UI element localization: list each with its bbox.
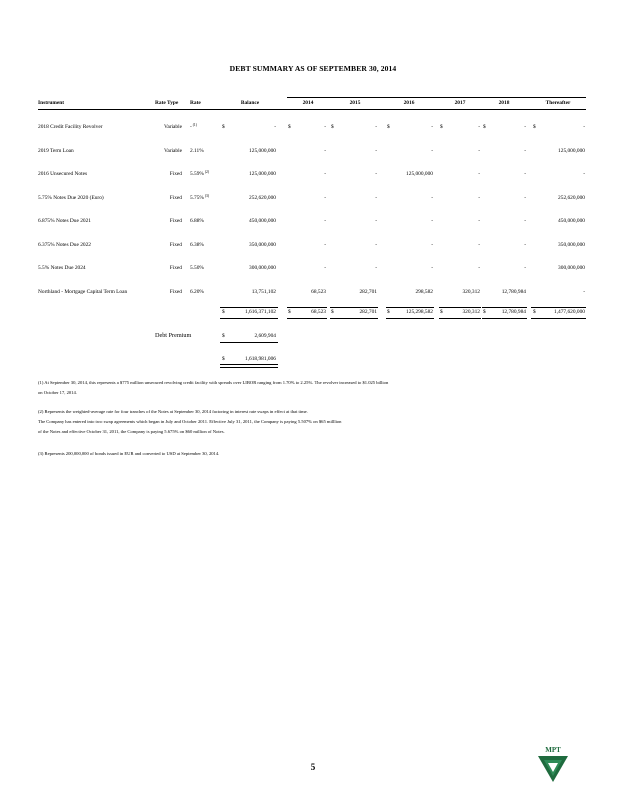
- cell-balance: 350,000,000: [249, 241, 276, 248]
- cell-instrument: 2018 Credit Facility Revolver: [38, 124, 103, 130]
- currency-sign: $: [222, 333, 225, 339]
- rate-value: 5.75%: [190, 194, 204, 201]
- rule: [482, 318, 527, 319]
- rule: [220, 342, 278, 343]
- header-balance: Balance: [240, 100, 260, 106]
- currency-sign: $: [483, 309, 486, 315]
- total-2015: 282,701: [359, 309, 377, 315]
- cell-y2014: -: [324, 147, 326, 154]
- cell-y2015: -: [375, 241, 377, 248]
- total-2018: 12,780,984: [501, 309, 526, 315]
- cell-rate: 2.11%: [190, 147, 204, 154]
- currency-sign: $: [222, 309, 225, 315]
- double-rule: [220, 364, 278, 368]
- rule: [531, 307, 586, 308]
- premium-label: Debt Premium: [155, 332, 192, 339]
- currency-sign: $: [440, 309, 443, 315]
- currency-sign: $: [288, 309, 291, 315]
- cell-y2014: -: [324, 218, 326, 224]
- header-2015: 2015: [349, 100, 361, 106]
- cell-y2016: -: [431, 218, 433, 224]
- cell-y2018: -: [524, 218, 526, 224]
- currency-sign: $: [387, 124, 390, 130]
- cell-balance: 125,000,000: [249, 147, 276, 154]
- cell-y2017: 320,312: [462, 288, 480, 295]
- header-rate: Rate: [190, 100, 201, 106]
- cell-thereafter: 450,000,000: [558, 218, 585, 224]
- cell-y2016: 125,000,000: [406, 171, 433, 177]
- cell-y2016: -: [431, 147, 433, 154]
- cell-thereafter: -: [583, 124, 585, 130]
- cell-balance: 450,000,000: [249, 218, 276, 224]
- rate-value: 5.59%: [190, 171, 204, 177]
- header-thereafter: Thereafter: [545, 100, 571, 106]
- rule: [386, 307, 434, 308]
- cell-rate-type: Fixed: [169, 265, 182, 271]
- cell-y2016: -: [431, 265, 433, 271]
- footnote-1-line-2: on October 17, 2014.: [38, 390, 77, 395]
- header-2017: 2017: [454, 100, 466, 106]
- cell-y2017: -: [478, 147, 480, 154]
- cell-y2017: -: [478, 124, 480, 130]
- header-rule: [38, 109, 586, 110]
- footnote-3-line-1: (3) Represents 200,000,000 of bonds issued in EUR and converted to USD at September 30, 2014.: [38, 451, 220, 456]
- total-2016: 125,298,582: [406, 309, 433, 315]
- cell-y2018: -: [524, 194, 526, 201]
- cell-thereafter: -: [583, 288, 585, 295]
- total-balance: 1,616,371,102: [245, 309, 276, 315]
- footnote-1-line-1: (1) At September 30, 2014, this represents a $775 million unsecured revolving credit facility with spreads over LIBOR ranging from 1.70% to 2.25%. The revolver increased to $1.025 billion: [38, 380, 389, 385]
- rule: [287, 318, 327, 319]
- company-logo: [534, 744, 572, 784]
- cell-y2018: -: [524, 241, 526, 248]
- header-2018: 2018: [498, 100, 510, 106]
- cell-y2015: -: [375, 124, 377, 130]
- cell-instrument: 5.5% Notes Due 2024: [38, 265, 86, 271]
- header-rate-type: Rate Type: [155, 100, 179, 106]
- page-title: DEBT SUMMARY AS OF SEPTEMBER 30, 2014: [229, 64, 397, 73]
- cell-y2018: -: [524, 124, 526, 130]
- cell-y2014: -: [324, 124, 326, 130]
- cell-y2014: -: [324, 171, 326, 177]
- currency-sign: $: [288, 124, 291, 130]
- currency-sign: $: [533, 124, 536, 130]
- footnote-2-line-3: of the Notes and effective October 31, 2011, the Company is paying 5.675% on $60 million of Notes.: [38, 429, 225, 434]
- footnote-ref: (3): [203, 193, 210, 198]
- header-top-rule: [287, 97, 586, 98]
- currency-sign: $: [483, 124, 486, 130]
- rule: [482, 307, 527, 308]
- cell-instrument: 6.875% Notes Due 2021: [38, 218, 92, 224]
- cell-rate: 5.50%: [190, 265, 204, 271]
- rule: [531, 318, 586, 319]
- cell-rate: [190, 171, 212, 178]
- cell-y2018: -: [524, 171, 526, 177]
- cell-rate-type: Fixed: [169, 171, 182, 177]
- cell-balance: 252,620,000: [249, 194, 276, 201]
- cell-y2017: -: [478, 241, 480, 248]
- cell-y2018: 12,780,984: [501, 288, 526, 295]
- cell-rate-type: Variable: [164, 147, 182, 154]
- cell-rate-type: Variable: [164, 124, 182, 130]
- currency-sign: $: [387, 309, 390, 315]
- cell-y2016: 298,582: [415, 288, 433, 295]
- rule: [330, 307, 378, 308]
- cell-rate: [190, 195, 212, 202]
- rule: [386, 318, 434, 319]
- cell-rate: 6.20%: [190, 288, 204, 295]
- rule: [439, 318, 481, 319]
- footnote-2-line-2: The Company has entered into two swap agreements which began in July and October 2011. Effective July 31, 2011, the Company is paying 5.507% on $65 milllion: [38, 419, 342, 424]
- logo-text: MPT: [545, 746, 561, 754]
- cell-balance: 300,000,000: [249, 265, 276, 271]
- cell-y2015: -: [375, 171, 377, 177]
- rule: [439, 307, 481, 308]
- header-2014: 2014: [302, 100, 314, 106]
- cell-thereafter: 300,000,000: [558, 265, 585, 271]
- grand-total-value: 1,618,981,006: [245, 356, 276, 362]
- footnote-2-line-1: (2) Represents the weighted-average rate for four tranches of the Notes at September 30, 2014 factoring in interest rate swaps in effect at that time.: [38, 409, 308, 414]
- cell-y2015: -: [375, 265, 377, 271]
- rule: [287, 307, 327, 308]
- cell-y2015: -: [375, 147, 377, 154]
- cell-y2014: -: [324, 265, 326, 271]
- footnote-ref: (2): [203, 170, 210, 174]
- cell-thereafter: -: [583, 171, 585, 177]
- cell-rate-type: Fixed: [169, 218, 182, 224]
- cell-instrument: 5.75% Notes Due 2020 (Euro): [38, 194, 104, 201]
- page-number: 5: [310, 762, 316, 772]
- cell-y2014: -: [324, 241, 326, 248]
- cell-instrument: 2016 Unsecured Notes: [38, 171, 88, 177]
- cell-y2017: -: [478, 171, 480, 177]
- currency-sign: $: [222, 124, 225, 130]
- cell-balance: 125,000,000: [249, 171, 276, 177]
- cell-rate: 6.38%: [190, 241, 204, 248]
- cell-instrument: 6.375% Notes Due 2022: [38, 241, 92, 248]
- cell-y2018: -: [524, 265, 526, 271]
- cell-balance: -: [274, 124, 276, 130]
- cell-y2016: -: [431, 241, 433, 248]
- cell-rate-type: Fixed: [169, 241, 182, 248]
- currency-sign: $: [331, 309, 334, 315]
- cell-instrument: 2019 Term Loan: [38, 147, 74, 154]
- cell-instrument: Northland - Mortgage Capital Term Loan: [38, 288, 128, 295]
- cell-y2015: -: [375, 218, 377, 224]
- rule: [220, 318, 278, 319]
- rate-value: -: [190, 124, 192, 130]
- cell-y2018: -: [524, 147, 526, 154]
- total-thereafter: 1,477,620,000: [554, 309, 585, 315]
- currency-sign: $: [440, 124, 443, 130]
- rule: [220, 307, 278, 308]
- cell-y2017: -: [478, 218, 480, 224]
- header-instrument: Instrument: [38, 100, 65, 106]
- cell-rate: [190, 124, 212, 131]
- rule: [330, 318, 378, 319]
- cell-y2017: -: [478, 265, 480, 271]
- cell-rate-type: Fixed: [169, 194, 182, 201]
- currency-sign: $: [331, 124, 334, 130]
- currency-sign: $: [533, 309, 536, 315]
- premium-value: 2,609,904: [254, 333, 276, 339]
- cell-y2015: -: [375, 194, 377, 201]
- cell-y2015: 282,701: [359, 288, 377, 295]
- cell-rate-type: Fixed: [169, 288, 182, 295]
- cell-thereafter: 350,000,000: [558, 241, 585, 248]
- currency-sign: $: [222, 356, 225, 362]
- cell-balance: 13,751,102: [251, 288, 276, 295]
- total-2014: 68,523: [311, 309, 326, 315]
- total-2017: 320,312: [462, 309, 480, 315]
- cell-y2014: -: [324, 194, 326, 201]
- cell-thereafter: 252,620,000: [558, 194, 585, 201]
- cell-y2017: -: [478, 194, 480, 201]
- footnote-ref: (1): [191, 123, 197, 127]
- cell-y2016: -: [431, 194, 433, 201]
- cell-y2014: 68,523: [311, 288, 326, 295]
- cell-thereafter: 125,000,000: [558, 147, 585, 154]
- cell-rate: 6.88%: [190, 218, 204, 224]
- cell-y2016: -: [431, 124, 433, 130]
- header-2016: 2016: [403, 100, 415, 106]
